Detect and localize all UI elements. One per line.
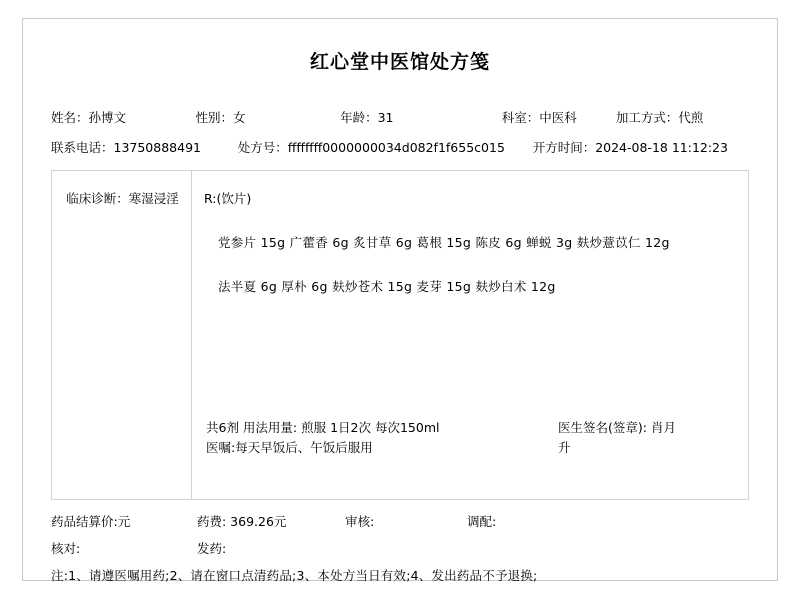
spacer-cell: [467, 539, 587, 557]
prescription-content: [192, 171, 748, 499]
dosage-usage: 共6剂 用法用量: 煎服 1日2次 每次150ml: [206, 419, 440, 435]
medical-advice: 医嘱:每天早饭后、午饭后服用: [206, 440, 373, 456]
prescription-number: 处方号：ffffffff0000000034d082f1f655c015: [237, 140, 505, 155]
page-title: 红心堂中医馆处方笺: [309, 51, 490, 73]
settlement-row-1: [51, 512, 749, 530]
settlement-price: 药品结算价:元: [51, 514, 131, 529]
doctor-signature-overflow: 升: [558, 440, 571, 456]
footer-notes: 注:1、请遵医嘱用药;2、请在窗口点清药品;3、本处方当日有效;4、发出药品不予退换;: [51, 568, 538, 583]
doctor-signature: 医生签名(签章): 肖月: [558, 419, 676, 435]
prescription-datetime: 开方时间：2024-08-18 11:12:23: [532, 140, 728, 155]
settlement-row-2: [51, 539, 749, 557]
rx-heading: R:(饮片): [204, 191, 252, 206]
clinical-diagnosis: 临床诊断：寒湿浸淫: [52, 171, 192, 499]
herb-line: 法半夏 6g 厚朴 6g 麸炒苍术 15g 麦芽 15g 麸炒白术 12g: [218, 279, 556, 294]
patient-meta-row-1: [51, 108, 749, 126]
patient-age: 年龄：31: [340, 110, 394, 125]
patient-meta-row-2: [51, 138, 749, 156]
patient-meta: [51, 108, 749, 156]
settlement-block: [51, 512, 749, 584]
department: 科室：中医科: [501, 110, 577, 125]
dosage-block: [206, 418, 439, 459]
patient-phone: 联系电话：13750888491: [51, 140, 201, 155]
check-field: 核对:: [51, 541, 81, 556]
patient-name: 姓名：孙博文: [51, 110, 127, 125]
review-field: 审核:: [345, 514, 375, 529]
spacer-cell: [345, 539, 467, 557]
prescription-sheet: [22, 18, 778, 581]
medicine-fee: 药费: 369.26元: [197, 514, 287, 529]
herb-line: 党参片 15g 广藿香 6g 炙甘草 6g 葛根 15g 陈皮 6g 蝉蜕 3g 麸炒薏苡仁 12g: [218, 235, 670, 250]
prescription-body: [51, 170, 749, 500]
dispense-field: 调配:: [467, 514, 497, 529]
issue-field: 发药:: [197, 541, 227, 556]
doctor-signature-block: [558, 418, 738, 459]
prescription-footer: [204, 418, 738, 459]
patient-gender: 性别：女: [195, 110, 246, 125]
process-method: 加工方式：代煎: [615, 110, 704, 125]
